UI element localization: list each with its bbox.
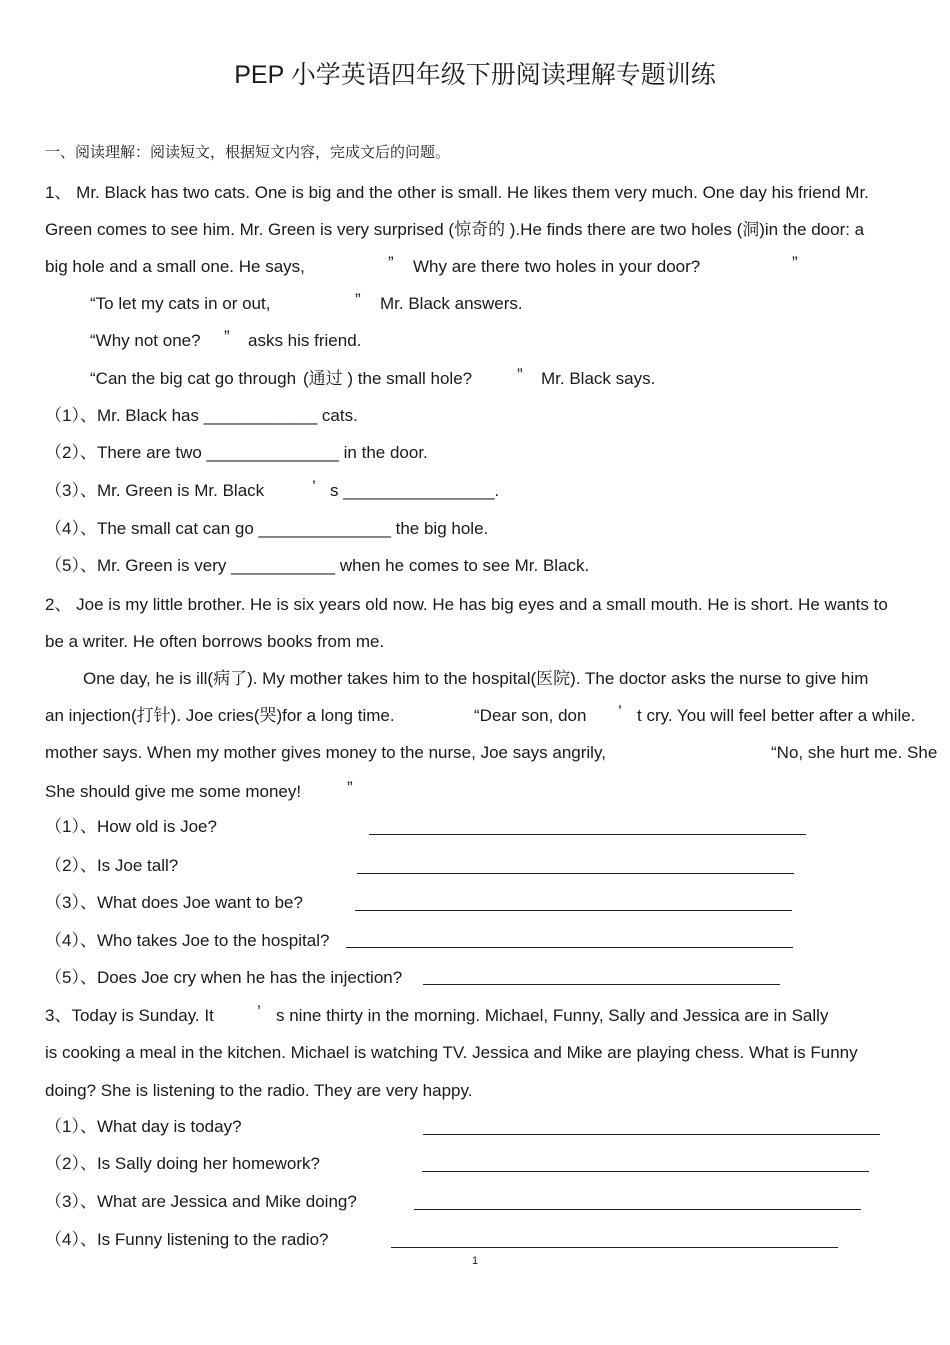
passage1-line: big hole and a small one. He says, bbox=[45, 257, 305, 276]
quote-mark: ” bbox=[224, 327, 230, 346]
question-3-1: （1）、What day is today? bbox=[45, 1117, 242, 1136]
question-1-2: （2）、There are two ______________ in the door. bbox=[45, 443, 428, 462]
question-2-2: （2）、Is Joe tall? bbox=[45, 856, 179, 875]
passage2-line: She should give me some money! bbox=[45, 782, 302, 801]
passage3-line: s nine thirty in the morning. Michael, Funny, Sally and Jessica are in Sally bbox=[276, 1006, 829, 1025]
question-1-1: （1）、Mr. Black has ____________ cats. bbox=[45, 406, 358, 425]
passage2-line: mother says. When my mother gives money to the nurse, Joe says angrily, bbox=[45, 743, 606, 762]
passage2-line: an injection(打针). Joe cries(哭)for a long time. bbox=[45, 706, 395, 725]
passage1-line: 1、 Mr. Black has two cats. One is big and the other is small. He likes them very much. One day his friend Mr. bbox=[45, 183, 869, 202]
answer-line[interactable] bbox=[423, 1134, 880, 1135]
passage2-line: “Dear son, don bbox=[474, 706, 587, 725]
answer-line[interactable] bbox=[346, 947, 793, 948]
answer-line[interactable] bbox=[423, 984, 780, 985]
dialogue-line: “Why not one? bbox=[90, 331, 201, 350]
page-title: PEP 小学英语四年级下册阅读理解专题训练 bbox=[234, 61, 716, 89]
apostrophe: ’ bbox=[257, 1002, 261, 1021]
quote-mark: ” bbox=[388, 253, 394, 272]
quote-mark: ” bbox=[517, 365, 523, 384]
apostrophe: ’ bbox=[312, 477, 316, 496]
quote-mark: ” bbox=[355, 290, 361, 309]
passage2-line: 2、 Joe is my little brother. He is six years old now. He has big eyes and a small mouth. He is short. He wants to bbox=[45, 595, 888, 614]
question-1-3: （3）、Mr. Green is Mr. Black bbox=[45, 481, 265, 500]
question-2-1: （1）、How old is Joe? bbox=[45, 817, 217, 836]
question-3-4: （4）、Is Funny listening to the radio? bbox=[45, 1230, 329, 1249]
question-2-3: （3）、What does Joe want to be? bbox=[45, 893, 303, 912]
dialogue-line: “To let my cats in or out, bbox=[90, 294, 271, 313]
question-3-3: （3）、What are Jessica and Mike doing? bbox=[45, 1192, 357, 1211]
passage2-line: t cry. You will feel better after a while. bbox=[637, 706, 916, 725]
quote-mark: ” bbox=[792, 253, 798, 272]
apostrophe: ’ bbox=[618, 702, 622, 721]
answer-line[interactable] bbox=[369, 834, 806, 835]
page-number: 1 bbox=[471, 1255, 479, 1267]
answer-line[interactable] bbox=[391, 1247, 838, 1248]
passage2-line: be a writer. He often borrows books from me. bbox=[45, 632, 385, 651]
quote-mark: ” bbox=[347, 778, 353, 797]
passage3-line: 3、Today is Sunday. It bbox=[45, 1006, 214, 1025]
question-1-3-rest: s ________________. bbox=[330, 481, 500, 500]
passage1-line: Why are there two holes in your door? bbox=[413, 257, 701, 276]
dialogue-line: (通过 ) the small hole? bbox=[303, 369, 473, 388]
answer-line[interactable] bbox=[355, 910, 792, 911]
passage3-line: is cooking a meal in the kitchen. Michael is watching TV. Jessica and Mike are playing chess. What is Funny bbox=[45, 1043, 858, 1062]
answer-line[interactable] bbox=[414, 1209, 861, 1210]
question-3-2: （2）、Is Sally doing her homework? bbox=[45, 1154, 320, 1173]
question-1-4: （4）、The small cat can go ______________ the big hole. bbox=[45, 519, 489, 538]
passage3-line: doing? She is listening to the radio. They are very happy. bbox=[45, 1081, 473, 1100]
question-1-5: （5）、Mr. Green is very ___________ when he comes to see Mr. Black. bbox=[45, 556, 590, 575]
dialogue-line: Mr. Black says. bbox=[541, 369, 656, 388]
passage2-line: “No, she hurt me. She bbox=[771, 743, 938, 762]
passage1-line: Green comes to see him. Mr. Green is very surprised (惊奇的 ).He finds there are two holes (洞)in the door: a bbox=[45, 220, 865, 239]
question-2-4: （4）、Who takes Joe to the hospital? bbox=[45, 931, 330, 950]
question-2-5: （5）、Does Joe cry when he has the injection? bbox=[45, 968, 403, 987]
section-heading: 一、阅读理解：阅读短文，根据短文内容，完成文后的问题。 bbox=[45, 144, 451, 161]
answer-line[interactable] bbox=[357, 873, 794, 874]
answer-line[interactable] bbox=[422, 1171, 869, 1172]
dialogue-line: Mr. Black answers. bbox=[380, 294, 523, 313]
dialogue-line: “Can the big cat go through bbox=[90, 369, 297, 388]
passage2-line: One day, he is ill(病了). My mother takes him to the hospital(医院). The doctor asks the nurse to give him bbox=[83, 669, 869, 688]
dialogue-line: asks his friend. bbox=[248, 331, 362, 350]
